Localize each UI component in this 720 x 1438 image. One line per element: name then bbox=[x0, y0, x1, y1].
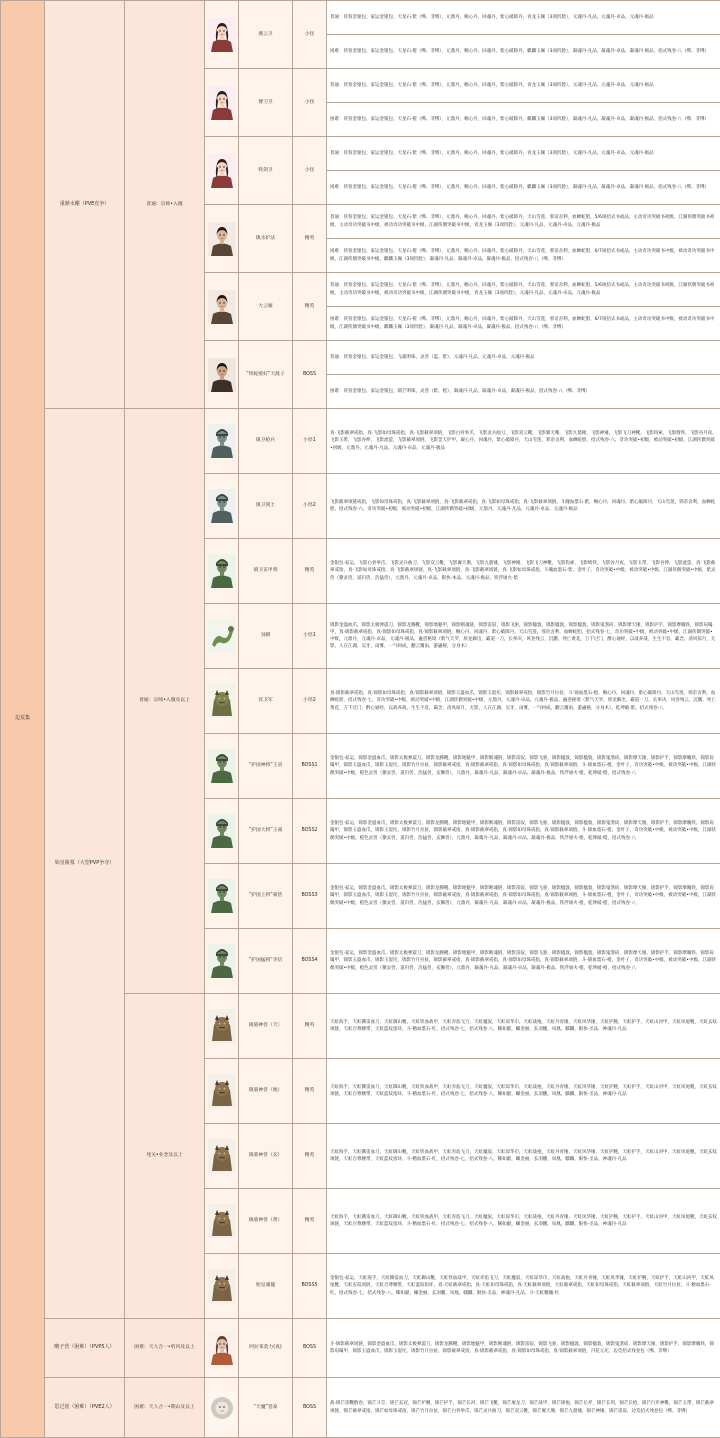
drop-list: 金银包·家运，锦影金盛血爪，锦影太极弹震刀，锦影龙腾靴，锦影地魁甲，锦影断魂链，锦影雷驭，锦影飞驱，锦影楹敦，锦影楹敦，锦影鬼煞砖，锦影摩天锤，锦影护手，锦影摩魄铁，锦影肩镯甲，锦影玉盛血爪，锦影玉混坨，锦影竹月拉扯，锦影截翠戒指，真·锦影截翠戒指，真·锦影如母珠戒指，真·锦影截翠项链，斗·锦血墨石·橙，金叶子，奇功突破•中级，被动突破•中级，江湖侠偶突破•中级，橙色灵兽（獠灵兽，道归兽，浩猛兽，玄狮兽），元鼎丹，凝魂丹·凡品，凝魂丹·卓品，凝魂丹·极品，铁浮屠火·橙，乾坤破·橙，招式残卷·八 bbox=[327, 864, 720, 929]
map-cell: 略子营（困难）（PVP5人） bbox=[45, 1319, 125, 1378]
drop-list: 战·锦芒雷鞭散卷，锦芒斗笠，锦芒玄冠，锦芒护腰，锦芒护手，锦芒长衫，锦芒飞靴，锦芒屠龙刀，锦芒战甲，锦芒锦袍，锦芒长斧，锦芒长剑，锦芒长枪，锦芒行步神靴，锦芒玉带，锦芒截翠项链，锦芒截翠戒指，锦芒如母珠戒指，锦芒竹月拉扯，锦芒白骨拳爪，锦芒灵兵曲刀，锦芒双云靴，锦芒翼天珊，锦芒九鼎锤，锦芒神锤，锦芒雷驭，边荒招式残卷包（绑、非绑） bbox=[327, 1378, 720, 1438]
monster-portrait-cell bbox=[205, 409, 239, 474]
monster-type: 精英 bbox=[293, 205, 327, 273]
drop-list: 斗·锦影截翠项链，锦影金盛血爪，锦影太极弹震刀，锦影龙腾靴，锦影地魁甲，锦影断魂链，锦影雷驭，锦影飞驱，锦影楹敦，锦影楹敦，锦影鬼煞砖，锦影摩天锤，锦影护手，锦影摩魄铁，锦影肩镯甲，锦影玉盛血爪，锦影玉混坨，锦影竹月拉扯，锦影截翠戒指，真·锦影截翠戒指，真·锦影如母珠戒指，真·锦影截翠项链，丹花元坨，边荒招式残卷包（绑、非绑） bbox=[327, 1319, 720, 1378]
monster-name: 镇墓神兽（天） bbox=[239, 994, 293, 1059]
region-cell: 边荒集 bbox=[1, 1, 45, 1438]
monster-name: 铁剑卫 bbox=[239, 137, 293, 205]
beast-icon bbox=[205, 1139, 238, 1173]
monster-type: 小怪1 bbox=[293, 409, 327, 474]
monster-name: 镇卫剑士 bbox=[239, 474, 293, 539]
monster-name: 镇卫枪兵 bbox=[239, 409, 293, 474]
monster-name: “护国大将”王离 bbox=[239, 799, 293, 864]
monster-portrait-cell bbox=[205, 1254, 239, 1319]
monster-name: “护国神将”王贲 bbox=[239, 734, 293, 799]
map-cell: 思过崖（困难）（PVE2人） bbox=[45, 1378, 125, 1438]
monster-type: 小怪 bbox=[293, 69, 327, 137]
drop-list: 困难：侠客金银包、家运金银包，锦芒明珠，灵兽（紫、橙），凝魂丹·凡品，凝魂丹·卓品，凝魂丹·极品，招式残卷·八（绑、非绑） bbox=[327, 375, 720, 409]
monster-portrait-cell bbox=[205, 69, 239, 137]
fox-icon bbox=[205, 1331, 238, 1365]
monster-portrait-cell bbox=[205, 1319, 239, 1378]
drop-list: 金银包·家运，飞影白骨拳爪，飞影灵兵曲刀，飞影双云靴，飞影翼天珊，飞影九鼎锤，飞影神锤，飞影飞刀神靴，飞影钩索，飞影绮铁，飞影谷月夜，飞影玉带，飞影谷伸，飞影流萤，真·飞影截翠戒指，真·飞影如母珠戒指，真·飞影截翠项链，真·飞影截翠项链，真·飞影截翠项链，真·飞影如母珠戒指，斗魄血墨石·紫，金叶子，奇功突破•中级，被动突破•中级，江湖侠偶突破•中级，紫灵兽（獠灵兽，道归兽，浩猛兽），元鼎丹，元魂丹·卓品，限快·本品，元魂丹·极品，铁浮屠火·紫 bbox=[327, 539, 720, 604]
beast-icon bbox=[205, 1269, 238, 1303]
monster-type: 精英 bbox=[293, 1059, 327, 1124]
monster-type: BOSS4 bbox=[293, 929, 327, 994]
monster-portrait-cell bbox=[205, 864, 239, 929]
monster-type: BOSS5 bbox=[293, 1254, 327, 1319]
monster-name: “铁蛇缓好”天渡子 bbox=[239, 341, 293, 409]
table-row bbox=[1, 409, 720, 474]
monster-portrait-cell bbox=[205, 994, 239, 1059]
monster-portrait-cell bbox=[205, 1124, 239, 1189]
monster-portrait-cell bbox=[205, 799, 239, 864]
monster-name: 阿拉莱莫力(真) bbox=[239, 1319, 293, 1378]
drop-list: 困难：侠客金银包、家运金银包、天星石·橙（绑、非绑），元鼎丹，赐心丹，回魂丹，紫心破障丹，麒麟玉佩（3项凹脸），凝魂丹·凡品，凝魂丹·卓品，凝魂丹·极品，招式残卷·八（绑、非绑） bbox=[327, 171, 720, 205]
monster-portrait-cell bbox=[205, 604, 239, 669]
drop-list: 真·锦影截翠戒指，真·锦影如母珠戒指，真·锦影截翠项链，锦影玉盛血爪，锦影玉混坨，锦影截翠戒指，锦影竹月拉扯，斗·锦血墨石·橙，赐心丹，回魂丹，紫心破障丹，天山雪莲，邪帝舍利，血蝉蛇胆，招式残卷·七，奇功突破•中级，被动突破•中级，江湖侠偶突破•中级，元鼎丹，元魂丹·卓品，元魂丹·极品，蛊惑秘境（紫气天罗，原龙御出，霸道一刀，长拳决，风卷残云，沉鹏，死亡黄花，万千过门，醉心通经，以战养战，生生不息，霸念，清风掠月，无影，人在江湖，吴牙，雨雾，一气呵成，翻云覆雨，游蛊秘，分身术），乾坤破·紫，招式残卷·八 bbox=[327, 669, 720, 734]
woman-icon bbox=[205, 154, 238, 188]
beast-icon bbox=[205, 1009, 238, 1043]
drop-list: 困难：侠客金银包、家运金银包、天星石·橙（绑、非绑），元鼎丹，赐心丹，回魂丹，紫心破障丹，麒麟玉佩（3项凹脸），凝魂丹·凡品，凝魂丹·卓品，凝魂丹·极品，招式残卷·八（绑、非绑） bbox=[327, 35, 720, 69]
monster-portrait-cell bbox=[205, 669, 239, 734]
monster-portrait-cell bbox=[205, 205, 239, 273]
monster-portrait-cell bbox=[205, 474, 239, 539]
white-lion-icon bbox=[205, 1391, 238, 1425]
monster-portrait-cell bbox=[205, 929, 239, 994]
monster-name: 镇墓神兽（玄） bbox=[239, 1124, 293, 1189]
drop-list: 困难：侠客金银包、家运金银包、天星石·橙（绑、非绑），元鼎丹，赐心丹，回魂丹，紫心破障丹，天山雪莲，邪帝舍利，血蝉蛇胆，6/7项招式书或品，主动奇功突破书中级，被动奇功突破书中级，江湖侠偶突破书中级，麒麟玉佩（3项凹脸），凝魂丹·凡品，凝魂丹·卓品，凝魂丹·极品，招式残卷·八（绑、非绑） bbox=[327, 239, 720, 273]
drop-list: 天虹海手，天虹撕雷血刀，天虹御山靴，天虹铁血战甲，天虹赤焰飞刀，天虹魔驭，天虹琼华巾，天虹战袍，天虹丹青锤，天虹风华锤，天虹护腕，天虹护手，天虹山河甲，天虹凤尾靴，天虹玄纹项链，天虹百尊腰带，天虹蓝纹指环，斗·精血墨石·红，招式残卷·七，招式残卷·八，稀如献，螺金丽，玄羽鹏，凤凰，麒麟，限快·圣品，神魂丹·凡品 bbox=[327, 1124, 720, 1189]
monster-name: “天魔”苍泰 bbox=[239, 1378, 293, 1438]
drop-list: 普通：侠客金银包、家运金银包、天星石·紫（绑、非绑），元鼎丹，赐心丹，回魂丹，紫心破障丹，天山雪莲，邪帝舍利，血蝉蛇胆，5/6项招式书或品，主动奇功突破书初级，江湖侠偶突破书初级，主动奇功突破书中级，被动奇功突破书中级，江湖侠偶突破书中级，青龙玉佩（3项凹脸），元魂丹·凡品，元魂丹·卓品，元魂丹·极品 bbox=[327, 205, 720, 239]
warrior-icon bbox=[205, 222, 238, 256]
drop-list: 锦影金盛血爪，锦影太极弹震刀，锦影龙腾靴，锦影地魁甲，锦影断魂链，锦影雷驭，锦影飞驱，锦影楹敦，锦影楹敦，锦影楹敦，锦影鬼煞砖，锦影摩天锤，锦影护手，锦影摩魄铁，锦影肩镯甲，真·锦影截翠戒指，真·锦影如母珠戒指，真·锦影截翠项链，赐心丹，回魂丹，紫心破障丹，天山雪莲，邪帝舍利，血蝉蛇胆，招式残卷·七，奇功突破•中级，被动突破•中级，江湖侠偶突破•中级，元鼎丹，元魂丹·卓品，元魂丹·极品，蛊惑秘境（紫气天罗，原龙御出，霸道一刀，长拳决，风卷残云，沉鹏，死亡黄花，万千过门，醉心通经，以战养战，生生不息，霸念，清风掠月，无影，人在江湖，吴牙，雨雾，一气呵成，翻云覆雨，游蛊秘，分身术） bbox=[327, 604, 720, 669]
drop-list: 困难：侠客金银包、家运金银包、天星石·橙（绑、非绑），元鼎丹，赐心丹，回魂丹，紫心破障丹，天山雪莲，邪帝舍利，血蝉蛇胆，6/7项招式书或品，主动奇功突破书中级，被动奇功突破书中级，江湖侠偶突破书中级，麒麟玉佩（3项凹脸），凝魂丹·凡品，凝魂丹·卓品，凝魂丹·极品，招式残卷·八（绑、非绑） bbox=[327, 307, 720, 341]
monster-name: 傅刀卫 bbox=[239, 69, 293, 137]
monster-name: 大云雁 bbox=[239, 273, 293, 341]
map-cell: 始皇陵墓（大型PVP争夺） bbox=[45, 409, 125, 1319]
beast-icon bbox=[205, 1074, 238, 1108]
drop-list: 普通：侠客金银包、家运金银包，飞霜明珠，灵兽（蓝、紫），元魂丹·凡品，元魂丹·卓品，元魂丹·极品 bbox=[327, 341, 720, 375]
monster-portrait-cell bbox=[205, 1, 239, 69]
monster-name: 镇卫玄甲将 bbox=[239, 539, 293, 604]
monster-type: 小怪 bbox=[293, 137, 327, 205]
monster-name: 冥卫军 bbox=[239, 669, 293, 734]
map-cell: 重鼎水榭（PVE竞争） bbox=[45, 1, 125, 409]
monster-name: 镇墓神兽（黄） bbox=[239, 1189, 293, 1254]
monster-type: BOSS1 bbox=[293, 734, 327, 799]
monster-name: 镇墓神兽（地） bbox=[239, 1059, 293, 1124]
difficulty-cell: 普通：宗师•入微 bbox=[125, 1, 205, 409]
monster-portrait-cell bbox=[205, 734, 239, 799]
drop-list: 金银包·家运，锦影金盛血爪，锦影太极弹震刀，锦影龙腾靴，锦影地魁甲，锦影断魂链，锦影雷驭，锦影飞驱，锦影楹敦，锦影楹敦，锦影鬼煞砖，锦影摩天锤，锦影护手，锦影摩魄铁，锦影肩镯甲，锦影玉盛血爪，锦影玉混坨，锦影竹月拉扯，锦影截翠戒指，真·锦影截翠戒指，真·锦影如母珠戒指，真·锦影截翠项链，斗·锦血墨石·橙，金叶子，奇功突破•中级，被动突破•中级，江湖侠偶突破•中级，橙色灵兽（獠灵兽，道归兽，浩猛兽，玄狮兽），元鼎丹，凝魂丹·凡品，凝魂丹·卓品，凝魂丹·极品，铁浮屠火·橙，乾坤破·橙，招式残卷·八 bbox=[327, 929, 720, 994]
drop-list: 金银包·家运，天虹海手，天虹撕雷血刀，天虹御山靴，天虹铁血战甲，天虹赤焰飞刀，天虹魔驭，天虹琼华巾，天虹战袍，天虹丹青锤，天虹风华锤，天虹护腕，天虹护手，天虹山河甲，天虹凤尾靴，天虹玄纹项链，天虹百尊腰带，天虹蓝纹指环，真·天虹截翠戒指，真·天虹如母珠戒指，真·天虹截翠项链，天虹截翠戒指，天虹如母珠戒指，天虹截翠项链，天虹竹月拉扯，斗·精血墨石·红，招式残卷·七，招式残卷·八，稀如献，螺金丽，玄羽鹏，凤凰，麒麟，限快·圣品，神魂丹·凡品，斗·天虹精魄·红 bbox=[327, 1254, 720, 1319]
monster-portrait-cell bbox=[205, 1378, 239, 1438]
difficulty-cell: 普通：宗师•入微及以上 bbox=[125, 409, 205, 994]
table-row bbox=[1, 1319, 720, 1378]
woman-icon bbox=[205, 86, 238, 120]
soldier-icon bbox=[205, 489, 238, 523]
monster-type: 精英 bbox=[293, 1124, 327, 1189]
monster-portrait-cell bbox=[205, 1189, 239, 1254]
armor-icon bbox=[205, 814, 238, 848]
armor-icon bbox=[205, 749, 238, 783]
table-row bbox=[1, 1, 720, 35]
drop-list: 飞影截翠项链戒指，飞影如母珠戒指，真·飞影截翠项链，真·飞影截翠戒指，真·飞影如母珠戒指，真·飞影截翠项链，斗魄血墨石·紫，赐心丹，回魂丹，紫心破障丹，天山雪莲，邪帝舍利，血蝉蛇胆，招式残卷·六，奇功突破•初级，被动突破•初级，江湖侠偶突破•初级，元鼎丹，元魂丹·凡品，元魂丹·卓品，元魂丹·极品 bbox=[327, 474, 720, 539]
monster-type: BOSS bbox=[293, 341, 327, 409]
difficulty-cell: 困难：天人合一•期山及以上 bbox=[125, 1378, 205, 1438]
monster-type: 精英 bbox=[293, 1189, 327, 1254]
monster-type: BOSS2 bbox=[293, 799, 327, 864]
monster-portrait-cell bbox=[205, 273, 239, 341]
drop-list: 普通：侠客金银包、家运金银包、天星石·紫（绑、非绑），元鼎丹，赐心丹，回魂丹，紫心破障丹，青龙玉佩（3项凹脸），元魂丹·凡品，元魂丹·卓品，元魂丹·极品 bbox=[327, 137, 720, 171]
drop-list: 天虹海手，天虹撕雷血刀，天虹御山靴，天虹铁血战甲，天虹赤焰飞刀，天虹魔驭，天虹琼华巾，天虹战袍，天虹丹青锤，天虹风华锤，天虹护腕，天虹护手，天虹山河甲，天虹凤尾靴，天虹玄纹项链，天虹百尊腰带，天虹蓝纹指环，斗·精血墨石·红，招式残卷·七，招式残卷·八，稀如献，螺金丽，玄羽鹏，凤凰，麒麟，限快·圣品，神魂丹·凡品 bbox=[327, 994, 720, 1059]
monster-type: 小怪1 bbox=[293, 604, 327, 669]
drop-list: 普通：侠客金银包、家运金银包、天星石·紫（绑、非绑），元鼎丹，赐心丹，回魂丹，紫心破障丹，青龙玉佩（3项凹脸），元魂丹·凡品，元魂丹·卓品，元魂丹·极品 bbox=[327, 1, 720, 35]
boss-icon bbox=[205, 358, 238, 392]
drop-list: 金银包·家运，锦影金盛血爪，锦影太极弹震刀，锦影龙腾靴，锦影地魁甲，锦影断魂链，锦影雷驭，锦影飞驱，锦影楹敦，锦影楹敦，锦影鬼煞砖，锦影摩天锤，锦影护手，锦影摩魄铁，锦影肩镯甲，锦影玉盛血爪，锦影玉混坨，锦影竹月拉扯，锦影截翠戒指，真·锦影截翠戒指，真·锦影如母珠戒指，真·锦影截翠项链，斗·锦血墨石·橙，金叶子，奇功突破•中级，被动突破•中级，江湖侠偶突破•中级，橙色灵兽（獠灵兽，道归兽，浩猛兽，玄狮兽），元鼎丹，凝魂丹·凡品，凝魂丹·卓品，凝魂丹·极品，铁浮屠火·橙，乾坤破·橙，招式残卷·八 bbox=[327, 734, 720, 799]
monster-name: 冥蟒 bbox=[239, 604, 293, 669]
monster-name: “护国猛将”李信 bbox=[239, 929, 293, 994]
monster-portrait-cell bbox=[205, 341, 239, 409]
monster-name: 镇水护法 bbox=[239, 205, 293, 273]
monster-portrait-cell bbox=[205, 1059, 239, 1124]
drop-list: 困难：侠客金银包、家运金银包、天星石·橙（绑、非绑），元鼎丹，赐心丹，回魂丹，紫心破障丹，麒麟玉佩（3项凹脸），凝魂丹·凡品，凝魂丹·卓品，凝魂丹·极品，招式残卷·八（绑、非绑） bbox=[327, 103, 720, 137]
monster-portrait-cell bbox=[205, 539, 239, 604]
monster-type: 小怪 bbox=[293, 1, 327, 69]
monster-type: BOSS3 bbox=[293, 864, 327, 929]
armor-icon bbox=[205, 554, 238, 588]
monster-portrait-cell bbox=[205, 137, 239, 205]
monster-name: 始皇魂傀 bbox=[239, 1254, 293, 1319]
monster-type: 精英 bbox=[293, 273, 327, 341]
difficulty-cell: 死关•业念及以上 bbox=[125, 994, 205, 1319]
drop-list: 真·飞影截翠戒指，真·飞影如母珠戒指，真·飞影截翠项链，飞影白骨拳爪，飞影灵兵曲刀，飞影双云靴，飞影翼天珊，飞影九鼎锤，飞影神锤，飞影飞刀神靴，飞影钩索，飞影绮铁，飞影谷月夜，飞影玉带，飞影谷伸，飞影流萤，飞影截翠项链，飞影罡天护甲，凝心丹，回魂丹，紫心破障丹，天山雪莲，邪帝舍利，血蝉蛇胆，招式残卷·六，奇功突破•初级，被动突破•初级，江湖侠偶突破•初级，元鼎丹，元魂丹·凡品，元魂丹·卓品，元魂丹·极品 bbox=[327, 409, 720, 474]
table-row bbox=[1, 1378, 720, 1438]
monster-type: BOSS bbox=[293, 1319, 327, 1378]
armor-icon bbox=[205, 944, 238, 978]
monster-name: “护国上将”蒙恬 bbox=[239, 864, 293, 929]
golem-icon bbox=[205, 684, 238, 718]
monster-type: 精英 bbox=[293, 994, 327, 1059]
beast-icon bbox=[205, 1204, 238, 1238]
monster-type: 小怪2 bbox=[293, 669, 327, 734]
monster-type: BOSS bbox=[293, 1378, 327, 1438]
serpent-icon bbox=[205, 619, 238, 653]
monster-type: 精英 bbox=[293, 539, 327, 604]
monster-name: 燕云卫 bbox=[239, 1, 293, 69]
armor-icon bbox=[205, 879, 238, 913]
drop-list: 天虹海手，天虹撕雷血刀，天虹御山靴，天虹铁血战甲，天虹赤焰飞刀，天虹魔驭，天虹琼华巾，天虹战袍，天虹丹青锤，天虹风华锤，天虹护腕，天虹护手，天虹山河甲，天虹凤尾靴，天虹玄纹项链，天虹百尊腰带，天虹蓝纹指环，斗·精血墨石·红，招式残卷·七，招式残卷·八，稀如献，螺金丽，玄羽鹏，凤凰，麒麟，限快·圣品，神魂丹·凡品 bbox=[327, 1189, 720, 1254]
woman-icon bbox=[205, 18, 238, 52]
warrior-icon bbox=[205, 290, 238, 324]
drop-list: 普通：侠客金银包、家运金银包、天星石·紫（绑、非绑），元鼎丹，赐心丹，回魂丹，紫心破障丹，天山雪莲，邪帝舍利，血蝉蛇胆，5/6项招式书或品，主动奇功突破书初级，江湖侠偶突破书初级，主动奇功突破书中级，被动奇功突破书中级，江湖侠偶突破书中级，青龙玉佩（3项凹脸），元魂丹·凡品，元魂丹·卓品，元魂丹·极品 bbox=[327, 273, 720, 307]
soldier-icon bbox=[205, 424, 238, 458]
drop-list: 天虹海手，天虹撕雷血刀，天虹御山靴，天虹铁血战甲，天虹赤焰飞刀，天虹魔驭，天虹琼华巾，天虹战袍，天虹丹青锤，天虹风华锤，天虹护腕，天虹护手，天虹山河甲，天虹凤尾靴，天虹玄纹项链，天虹百尊腰带，天虹蓝纹指环，斗·精血墨石·红，招式残卷·七，招式残卷·八，稀如献，螺金丽，玄羽鹏，凤凰，麒麟，限快·圣品，神魂丹·凡品 bbox=[327, 1059, 720, 1124]
drop-list: 普通：侠客金银包、家运金银包、天星石·紫（绑、非绑），元鼎丹，赐心丹，回魂丹，紫心破障丹，青龙玉佩（3项凹脸），元魂丹·凡品，元魂丹·卓品，元魂丹·极品 bbox=[327, 69, 720, 103]
monster-type: 小怪2 bbox=[293, 474, 327, 539]
drop-list: 金银包·家运，锦影金盛血爪，锦影太极弹震刀，锦影龙腾靴，锦影地魁甲，锦影断魂链，锦影雷驭，锦影飞驱，锦影楹敦，锦影楹敦，锦影鬼煞砖，锦影摩天锤，锦影护手，锦影摩魄铁，锦影肩镯甲，锦影玉盛血爪，锦影玉混坨，锦影竹月拉扯，锦影截翠戒指，真·锦影截翠戒指，真·锦影如母珠戒指，真·锦影截翠项链，斗·锦血墨石·橙，金叶子，奇功突破•中级，被动突破•中级，江湖侠偶突破•中级，橙色灵兽（獠灵兽，道归兽，浩猛兽，玄狮兽），元鼎丹，凝魂丹·凡品，凝魂丹·卓品，凝魂丹·极品，铁浮屠火·橙，乾坤破·橙，招式残卷·八 bbox=[327, 799, 720, 864]
difficulty-cell: 困难：天人合一•听风及以上 bbox=[125, 1319, 205, 1378]
